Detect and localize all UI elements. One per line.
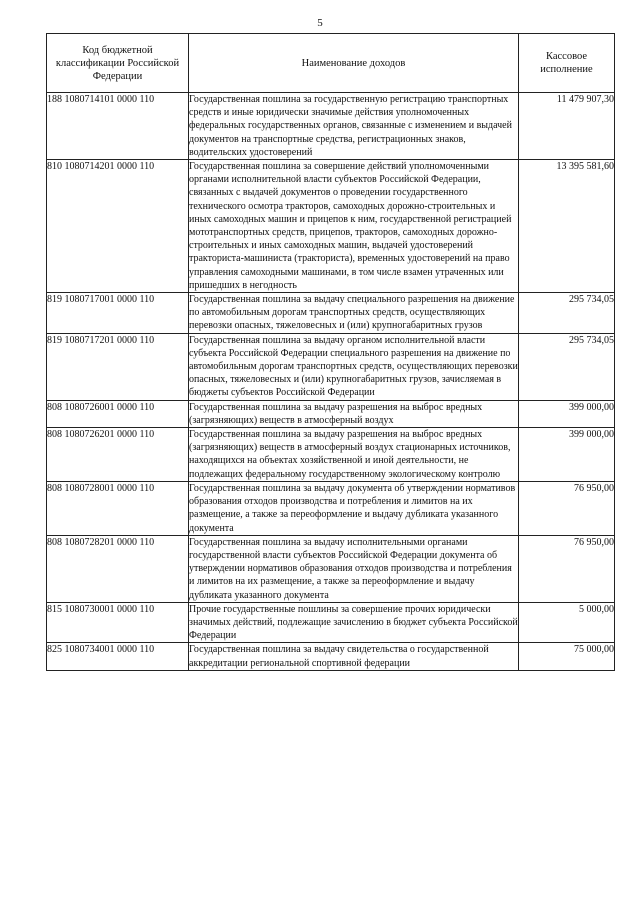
row-name: Государственная пошлина за государственную регистрацию транспортных средств и иные юридически значимые действия уполномоченных федеральных государственных органов, связанные с изменением и выдачей документов на транспортные средства, регистрационных знаков, водительских удостоверений <box>189 93 519 160</box>
header-code: Код бюджетной классификации Российской Федерации <box>47 34 189 93</box>
table-row <box>47 535 615 602</box>
row-code: 808 1080726001 0000 110 <box>47 400 189 427</box>
row-code: 815 1080730001 0000 110 <box>47 602 189 643</box>
table-row <box>47 400 615 427</box>
table-header-row <box>47 34 615 93</box>
row-code: 819 1080717001 0000 110 <box>47 293 189 334</box>
row-amount: 13 395 581,60 <box>519 160 615 293</box>
row-code: 819 1080717201 0000 110 <box>47 333 189 400</box>
row-amount: 399 000,00 <box>519 428 615 482</box>
row-amount: 75 000,00 <box>519 643 615 670</box>
table-row <box>47 333 615 400</box>
header-amount: Кассовое исполнение <box>519 34 615 93</box>
table-row <box>47 293 615 334</box>
table-row <box>47 428 615 482</box>
row-amount: 295 734,05 <box>519 293 615 334</box>
header-name: Наименование доходов <box>189 34 519 93</box>
revenue-table <box>46 33 615 671</box>
row-code: 808 1080726201 0000 110 <box>47 428 189 482</box>
row-name: Государственная пошлина за выдачу специального разрешения на движение по автомобильным дорогам транспортных средств, осуществляющих перевозки опасных, тяжеловесных и (или) крупногабаритных грузов <box>189 293 519 334</box>
row-amount: 5 000,00 <box>519 602 615 643</box>
row-code: 825 1080734001 0000 110 <box>47 643 189 670</box>
row-name: Государственная пошлина за выдачу свидетельства о государственной аккредитации региональной спортивной федерации <box>189 643 519 670</box>
row-code: 808 1080728001 0000 110 <box>47 481 189 535</box>
row-amount: 76 950,00 <box>519 481 615 535</box>
row-amount: 11 479 907,30 <box>519 93 615 160</box>
table-row <box>47 160 615 293</box>
row-name: Государственная пошлина за выдачу разрешения на выброс вредных (загрязняющих) веществ в атмосферный воздух стационарных источников, находящихся на объектах хозяйственной и иной деятельности, не подлежащих федеральному государственному экологическому контролю <box>189 428 519 482</box>
table-row <box>47 93 615 160</box>
table-row <box>47 602 615 643</box>
row-code: 810 1080714201 0000 110 <box>47 160 189 293</box>
row-name: Государственная пошлина за выдачу исполнительными органами государственной власти субъектов Российской Федерации документа об утверждении нормативов образования отходов производства и потребления и лимитов на их размещение, а также за переоформление и выдачу дубликата указанного документа <box>189 535 519 602</box>
page-number: 5 <box>317 17 323 29</box>
row-amount: 295 734,05 <box>519 333 615 400</box>
table-row <box>47 643 615 670</box>
row-name: Государственная пошлина за выдачу разрешения на выброс вредных (загрязняющих) веществ в атмосферный воздух <box>189 400 519 427</box>
row-code: 808 1080728201 0000 110 <box>47 535 189 602</box>
row-name: Государственная пошлина за совершение действий уполномоченными органами исполнительной власти субъектов Российской Федерации, связанных с выдачей документов о проведении государственного технического осмотра тракторов, самоходных дорожно-строительных и иных самоходных машин и прицепов к ним, государственной регистрацией мототранспортных средств, прицепов, тракторов, самоходных дорожно-строительных и иных самоходных машин, выдачей удостоверений тракториста-машиниста (тракториста), временных удостоверений на право управления самоходными машинами, в том числе взамен утраченных или пришедших в негодность <box>189 160 519 293</box>
row-name: Государственная пошлина за выдачу документа об утверждении нормативов образования отходов производства и потребления и лимитов на их размещение, а также за переоформление и выдачу дубликата указанного документа <box>189 481 519 535</box>
row-name: Прочие государственные пошлины за совершение прочих юридически значимых действий, подлежащие зачислению в бюджет субъекта Российской Федерации <box>189 603 518 642</box>
row-code: 188 1080714101 0000 110 <box>47 93 189 160</box>
row-amount: 399 000,00 <box>519 400 615 427</box>
row-name: Государственная пошлина за выдачу органом исполнительной власти субъекта Российской Федерации специального разрешения на движение по автомобильным дорогам транспортных средств, осуществляющих перевозки опасных, тяжеловесных и (или) крупногабаритных грузов, зачисляемая в бюджеты субъектов Российской Федерации <box>189 334 518 399</box>
row-amount: 76 950,00 <box>519 535 615 602</box>
table-row <box>47 481 615 535</box>
